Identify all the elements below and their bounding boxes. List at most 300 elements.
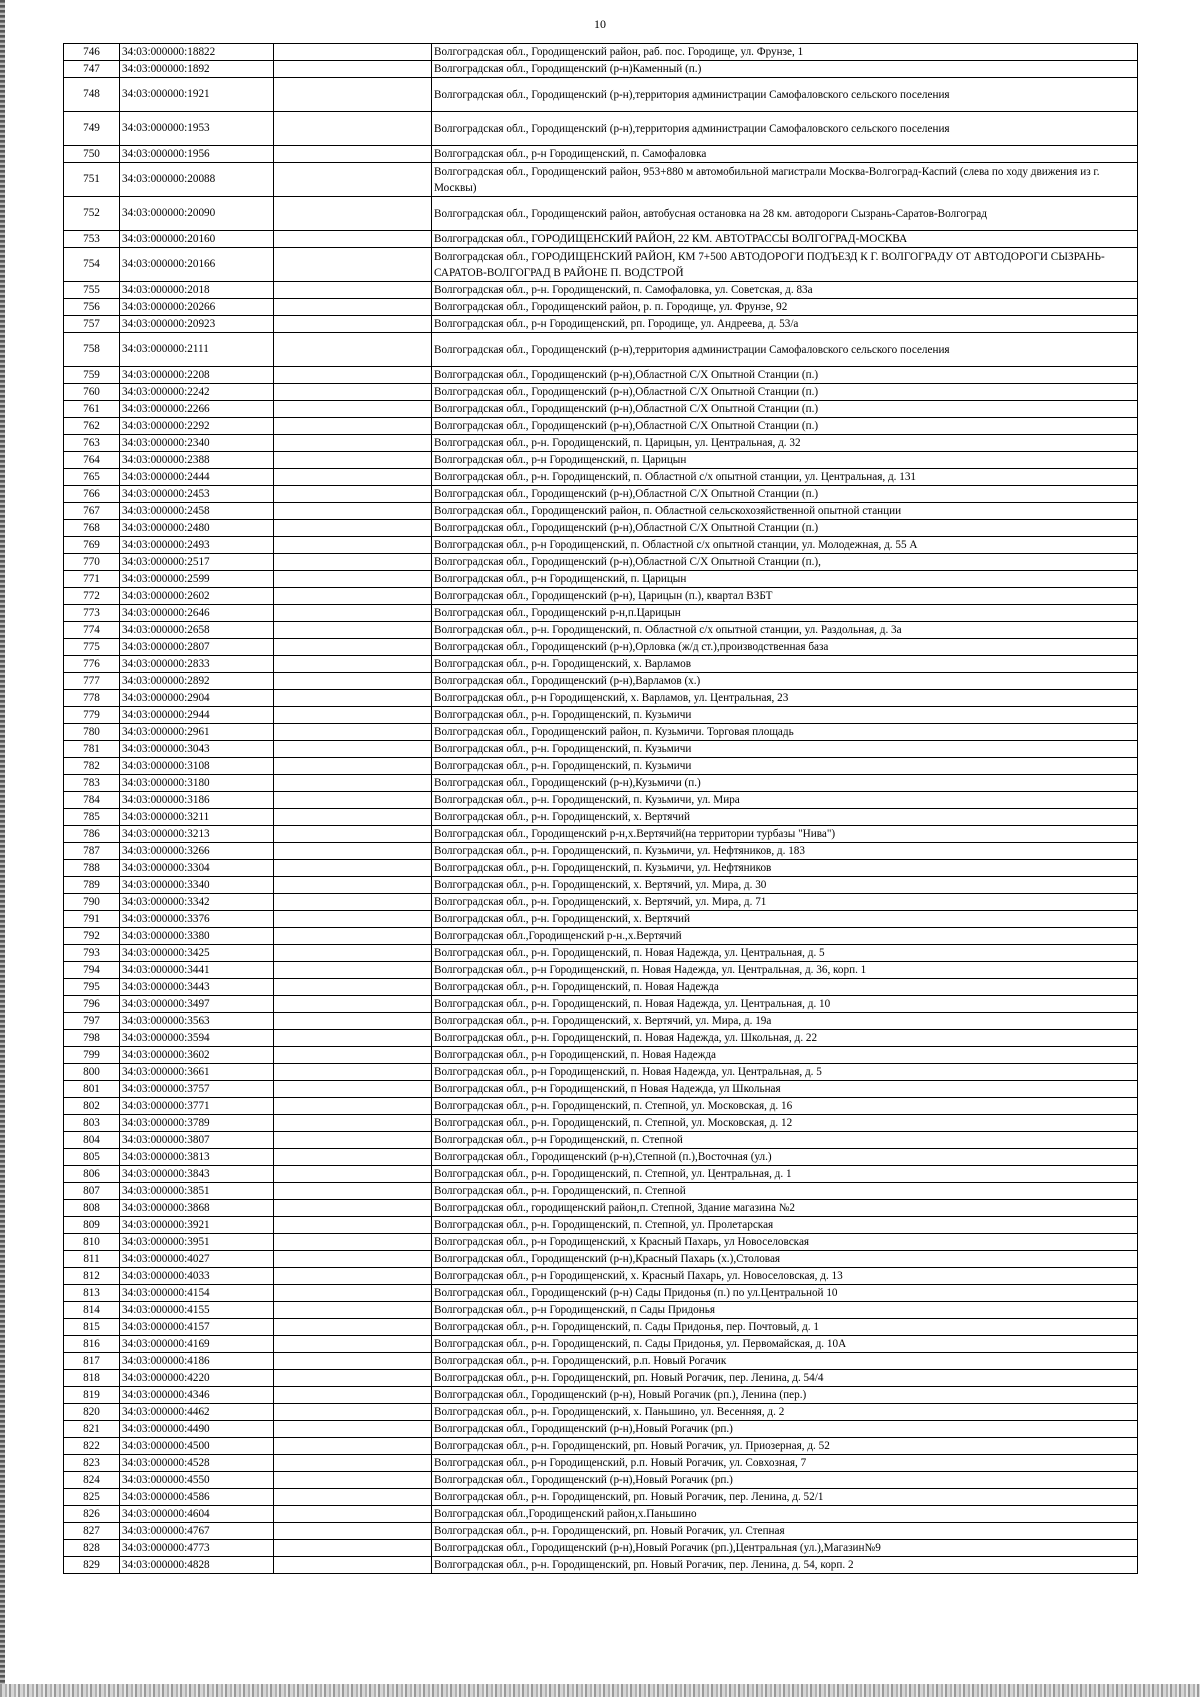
row-number-cell: 794	[64, 962, 120, 979]
table-row	[64, 537, 1138, 554]
address-cell: Волгоградская обл., р-н. Городищенский, рп. Новый Рогачик, пер. Ленина, д. 54/4	[432, 1370, 1138, 1387]
address-cell: Волгоградская обл., Городищенский (р-н),Новый Рогачик (рп.)	[432, 1421, 1138, 1438]
empty-cell	[274, 44, 432, 61]
empty-cell	[274, 197, 432, 231]
row-number-cell: 775	[64, 639, 120, 656]
cadastral-number-cell: 34:03:000000:3180	[120, 775, 274, 792]
table-row	[64, 724, 1138, 741]
row-number-cell: 773	[64, 605, 120, 622]
address-cell: Волгоградская обл., Городищенский район, раб. пос. Городище, ул. Фрунзе, 1	[432, 44, 1138, 61]
address-cell: Волгоградская обл., р-н. Городищенский, р.п. Новый Рогачик	[432, 1353, 1138, 1370]
table-row	[64, 1013, 1138, 1030]
row-number-cell: 793	[64, 945, 120, 962]
cadastral-number-cell: 34:03:000000:4828	[120, 1557, 274, 1574]
row-number-cell: 749	[64, 112, 120, 146]
address-cell: Волгоградская обл., Городищенский р-н,х.Вертячий(на территории турбазы "Нива")	[432, 826, 1138, 843]
row-number-cell: 807	[64, 1183, 120, 1200]
table-row	[64, 112, 1138, 146]
address-cell: Волгоградская обл., Городищенский (р-н),Областной С/Х Опытной Станции (п.)	[432, 486, 1138, 503]
address-cell: Волгоградская обл.,Городищенский р-н.,х.Вертячий	[432, 928, 1138, 945]
empty-cell	[274, 112, 432, 146]
table-row	[64, 1081, 1138, 1098]
scan-edge-left	[0, 0, 5, 1697]
empty-cell	[274, 1540, 432, 1557]
cadastral-number-cell: 34:03:000000:3868	[120, 1200, 274, 1217]
cadastral-number-cell: 34:03:000000:1953	[120, 112, 274, 146]
row-number-cell: 786	[64, 826, 120, 843]
empty-cell	[274, 1438, 432, 1455]
cadastral-number-cell: 34:03:000000:3497	[120, 996, 274, 1013]
address-cell: Волгоградская обл., р-н. Городищенский, х. Вертячий, ул. Мира, д. 30	[432, 877, 1138, 894]
cadastral-number-cell: 34:03:000000:2833	[120, 656, 274, 673]
table-row	[64, 282, 1138, 299]
empty-cell	[274, 384, 432, 401]
address-cell: Волгоградская обл., р-н. Городищенский, п. Кузьмичи	[432, 707, 1138, 724]
address-cell: Волгоградская обл., р-н Городищенский, п. Областной с/х опытной станции, ул. Молодежная, д. 55 А	[432, 537, 1138, 554]
cadastral-number-cell: 34:03:000000:3594	[120, 1030, 274, 1047]
empty-cell	[274, 945, 432, 962]
address-cell: Волгоградская обл., р-н. Городищенский, п. Самофаловка, ул. Советская, д. 83а	[432, 282, 1138, 299]
table-row	[64, 690, 1138, 707]
address-cell: Волгоградская обл., р-н. Городищенский, п. Степной, ул. Московская, д. 12	[432, 1115, 1138, 1132]
cadastral-number-cell: 34:03:000000:4528	[120, 1455, 274, 1472]
address-cell: Волгоградская обл., Городищенский район, 953+880 м автомобильной магистрали Москва-Волгоград-Каспий (слева по ходу движения из г. Москвы)	[432, 163, 1138, 197]
empty-cell	[274, 911, 432, 928]
cadastral-number-cell: 34:03:000000:4604	[120, 1506, 274, 1523]
empty-cell	[274, 1557, 432, 1574]
row-number-cell: 818	[64, 1370, 120, 1387]
empty-cell	[274, 1149, 432, 1166]
row-number-cell: 761	[64, 401, 120, 418]
address-cell: Волгоградская обл., р-н. Городищенский, п. Сады Придонья, ул. Первомайская, д. 10А	[432, 1336, 1138, 1353]
row-number-cell: 781	[64, 741, 120, 758]
empty-cell	[274, 367, 432, 384]
table-row	[64, 1030, 1138, 1047]
address-cell: Волгоградская обл., р-н. Городищенский, рп. Новый Рогачик, ул. Степная	[432, 1523, 1138, 1540]
empty-cell	[274, 1030, 432, 1047]
table-row	[64, 1149, 1138, 1166]
address-cell: Волгоградская обл., р-н. Городищенский, х. Варламов	[432, 656, 1138, 673]
empty-cell	[274, 469, 432, 486]
row-number-cell: 746	[64, 44, 120, 61]
cadastral-number-cell: 34:03:000000:4154	[120, 1285, 274, 1302]
cadastral-number-cell: 34:03:000000:3443	[120, 979, 274, 996]
table-row	[64, 1438, 1138, 1455]
empty-cell	[274, 639, 432, 656]
cadastral-number-cell: 34:03:000000:4220	[120, 1370, 274, 1387]
table-row	[64, 163, 1138, 197]
empty-cell	[274, 1115, 432, 1132]
table-row	[64, 1166, 1138, 1183]
row-number-cell: 765	[64, 469, 120, 486]
table-row	[64, 1047, 1138, 1064]
address-cell: Волгоградская обл., р-н Городищенский, х Красный Пахарь, ул Новоселовская	[432, 1234, 1138, 1251]
cadastral-number-cell: 34:03:000000:2292	[120, 418, 274, 435]
table-row	[64, 588, 1138, 605]
empty-cell	[274, 656, 432, 673]
empty-cell	[274, 1064, 432, 1081]
row-number-cell: 802	[64, 1098, 120, 1115]
table-row	[64, 1098, 1138, 1115]
cadastral-number-cell: 34:03:000000:20090	[120, 197, 274, 231]
scan-edge-bottom	[0, 1684, 1200, 1697]
cadastral-number-cell: 34:03:000000:1892	[120, 61, 274, 78]
empty-cell	[274, 554, 432, 571]
table-row	[64, 605, 1138, 622]
cadastral-number-cell: 34:03:000000:1956	[120, 146, 274, 163]
row-number-cell: 829	[64, 1557, 120, 1574]
address-cell: Волгоградская обл., Городищенский (р-н),Новый Рогачик (рп.),Центральная (ул.),Магазин№9	[432, 1540, 1138, 1557]
address-cell: Волгоградская обл., Городищенский (р-н),Областной С/Х Опытной Станции (п.)	[432, 520, 1138, 537]
cadastral-number-cell: 34:03:000000:4586	[120, 1489, 274, 1506]
empty-cell	[274, 452, 432, 469]
empty-cell	[274, 826, 432, 843]
registry-table-body	[64, 44, 1138, 1574]
row-number-cell: 823	[64, 1455, 120, 1472]
empty-cell	[274, 724, 432, 741]
cadastral-number-cell: 34:03:000000:2658	[120, 622, 274, 639]
row-number-cell: 760	[64, 384, 120, 401]
cadastral-number-cell: 34:03:000000:3951	[120, 1234, 274, 1251]
cadastral-number-cell: 34:03:000000:3602	[120, 1047, 274, 1064]
row-number-cell: 757	[64, 316, 120, 333]
empty-cell	[274, 775, 432, 792]
row-number-cell: 789	[64, 877, 120, 894]
table-row	[64, 673, 1138, 690]
row-number-cell: 813	[64, 1285, 120, 1302]
address-cell: Волгоградская обл., Городищенский район, р. п. Городище, ул. Фрунзе, 92	[432, 299, 1138, 316]
empty-cell	[274, 1217, 432, 1234]
row-number-cell: 750	[64, 146, 120, 163]
row-number-cell: 806	[64, 1166, 120, 1183]
table-row	[64, 146, 1138, 163]
table-row	[64, 707, 1138, 724]
row-number-cell: 787	[64, 843, 120, 860]
table-row	[64, 1506, 1138, 1523]
row-number-cell: 790	[64, 894, 120, 911]
address-cell: Волгоградская обл., р-н Городищенский, п. Новая Надежда	[432, 1047, 1138, 1064]
cadastral-number-cell: 34:03:000000:20923	[120, 316, 274, 333]
empty-cell	[274, 1472, 432, 1489]
row-number-cell: 821	[64, 1421, 120, 1438]
cadastral-number-cell: 34:03:000000:3108	[120, 758, 274, 775]
row-number-cell: 759	[64, 367, 120, 384]
cadastral-number-cell: 34:03:000000:4490	[120, 1421, 274, 1438]
table-row	[64, 435, 1138, 452]
address-cell: Волгоградская обл., Городищенский район, п. Областной сельскохозяйственной опытной станции	[432, 503, 1138, 520]
address-cell: Волгоградская обл., р-н. Городищенский, х. Вертячий	[432, 911, 1138, 928]
table-row	[64, 809, 1138, 826]
empty-cell	[274, 299, 432, 316]
table-row	[64, 1353, 1138, 1370]
table-row	[64, 1115, 1138, 1132]
table-row	[64, 1200, 1138, 1217]
row-number-cell: 780	[64, 724, 120, 741]
empty-cell	[274, 877, 432, 894]
row-number-cell: 825	[64, 1489, 120, 1506]
empty-cell	[274, 1013, 432, 1030]
address-cell: Волгоградская обл., Городищенский (р-н),Красный Пахарь (х.),Столовая	[432, 1251, 1138, 1268]
address-cell: Волгоградская обл., р-н. Городищенский, п. Областной с/х опытной станции, ул. Центральная, д. 131	[432, 469, 1138, 486]
row-number-cell: 809	[64, 1217, 120, 1234]
table-row	[64, 928, 1138, 945]
cadastral-number-cell: 34:03:000000:3304	[120, 860, 274, 877]
address-cell: Волгоградская обл., р-н. Городищенский, х. Вертячий	[432, 809, 1138, 826]
empty-cell	[274, 1047, 432, 1064]
row-number-cell: 755	[64, 282, 120, 299]
address-cell: Волгоградская обл., р-н Городищенский, х. Красный Пахарь, ул. Новоселовская, д. 13	[432, 1268, 1138, 1285]
table-row	[64, 656, 1138, 673]
empty-cell	[274, 979, 432, 996]
address-cell: Волгоградская обл., р-н. Городищенский, п. Степной, ул. Пролетарская	[432, 1217, 1138, 1234]
table-row	[64, 877, 1138, 894]
address-cell: Волгоградская обл., р-н. Городищенский, х. Вертячий, ул. Мира, д. 71	[432, 894, 1138, 911]
empty-cell	[274, 996, 432, 1013]
address-cell: Волгоградская обл., р-н Городищенский, п. Новая Надежда, ул. Центральная, д. 36, корп. 1	[432, 962, 1138, 979]
cadastral-number-cell: 34:03:000000:3380	[120, 928, 274, 945]
cadastral-number-cell: 34:03:000000:3789	[120, 1115, 274, 1132]
table-row	[64, 520, 1138, 537]
row-number-cell: 828	[64, 1540, 120, 1557]
table-row	[64, 1336, 1138, 1353]
cadastral-number-cell: 34:03:000000:4186	[120, 1353, 274, 1370]
table-row	[64, 1302, 1138, 1319]
row-number-cell: 776	[64, 656, 120, 673]
empty-cell	[274, 1404, 432, 1421]
cadastral-number-cell: 34:03:000000:2807	[120, 639, 274, 656]
table-row	[64, 843, 1138, 860]
cadastral-number-cell: 34:03:000000:3376	[120, 911, 274, 928]
cadastral-number-cell: 34:03:000000:4157	[120, 1319, 274, 1336]
empty-cell	[274, 1200, 432, 1217]
empty-cell	[274, 1523, 432, 1540]
cadastral-number-cell: 34:03:000000:3266	[120, 843, 274, 860]
row-number-cell: 762	[64, 418, 120, 435]
table-row	[64, 44, 1138, 61]
table-row	[64, 945, 1138, 962]
address-cell: Волгоградская обл., р-н. Городищенский, х. Вертячий, ул. Мира, д. 19а	[432, 1013, 1138, 1030]
table-row	[64, 571, 1138, 588]
cadastral-number-cell: 34:03:000000:4155	[120, 1302, 274, 1319]
table-row	[64, 639, 1138, 656]
row-number-cell: 752	[64, 197, 120, 231]
table-row	[64, 1540, 1138, 1557]
address-cell: Волгоградская обл.,Городищенский район,х.Паньшино	[432, 1506, 1138, 1523]
cadastral-number-cell: 34:03:000000:2602	[120, 588, 274, 605]
address-cell: Волгоградская обл., Городищенский (р-н),Степной (п.),Восточная (ул.)	[432, 1149, 1138, 1166]
cadastral-number-cell: 34:03:000000:3851	[120, 1183, 274, 1200]
table-row	[64, 979, 1138, 996]
empty-cell	[274, 758, 432, 775]
table-row	[64, 78, 1138, 112]
table-row	[64, 775, 1138, 792]
address-cell: Волгоградская обл., р-н Городищенский, п Новая Надежда, ул Школьная	[432, 1081, 1138, 1098]
address-cell: Волгоградская обл., р-н. Городищенский, рп. Новый Рогачик, пер. Ленина, д. 52/1	[432, 1489, 1138, 1506]
cadastral-number-cell: 34:03:000000:3771	[120, 1098, 274, 1115]
cadastral-number-cell: 34:03:000000:4033	[120, 1268, 274, 1285]
empty-cell	[274, 1319, 432, 1336]
table-row	[64, 826, 1138, 843]
address-cell: Волгоградская обл., р-н Городищенский, п. Царицын	[432, 571, 1138, 588]
empty-cell	[274, 248, 432, 282]
cadastral-number-cell: 34:03:000000:2904	[120, 690, 274, 707]
table-row	[64, 741, 1138, 758]
empty-cell	[274, 1234, 432, 1251]
cadastral-number-cell: 34:03:000000:2242	[120, 384, 274, 401]
table-row	[64, 1489, 1138, 1506]
row-number-cell: 811	[64, 1251, 120, 1268]
empty-cell	[274, 1183, 432, 1200]
row-number-cell: 774	[64, 622, 120, 639]
cadastral-number-cell: 34:03:000000:4346	[120, 1387, 274, 1404]
empty-cell	[274, 843, 432, 860]
table-row	[64, 1285, 1138, 1302]
cadastral-number-cell: 34:03:000000:3340	[120, 877, 274, 894]
row-number-cell: 785	[64, 809, 120, 826]
cadastral-number-cell: 34:03:000000:2517	[120, 554, 274, 571]
address-cell: Волгоградская обл., Городищенский (р-н),Варламов (х.)	[432, 673, 1138, 690]
empty-cell	[274, 520, 432, 537]
row-number-cell: 758	[64, 333, 120, 367]
row-number-cell: 747	[64, 61, 120, 78]
cadastral-number-cell: 34:03:000000:4550	[120, 1472, 274, 1489]
address-cell: Волгоградская обл., Городищенский (р-н),Областной С/Х Опытной Станции (п.),	[432, 554, 1138, 571]
table-row	[64, 1387, 1138, 1404]
empty-cell	[274, 1081, 432, 1098]
empty-cell	[274, 741, 432, 758]
table-row	[64, 962, 1138, 979]
table-row	[64, 758, 1138, 775]
cadastral-number-cell: 34:03:000000:20088	[120, 163, 274, 197]
table-row	[64, 486, 1138, 503]
table-row	[64, 333, 1138, 367]
cadastral-number-cell: 34:03:000000:2266	[120, 401, 274, 418]
address-cell: Волгоградская обл., Городищенский район, автобусная остановка на 28 км. автодороги Сызрань-Саратов-Волгоград	[432, 197, 1138, 231]
row-number-cell: 770	[64, 554, 120, 571]
address-cell: Волгоградская обл., р-н Городищенский, п. Степной	[432, 1132, 1138, 1149]
row-number-cell: 824	[64, 1472, 120, 1489]
table-row	[64, 452, 1138, 469]
row-number-cell: 803	[64, 1115, 120, 1132]
empty-cell	[274, 894, 432, 911]
address-cell: Волгоградская обл., р-н Городищенский, п Сады Придонья	[432, 1302, 1138, 1319]
row-number-cell: 822	[64, 1438, 120, 1455]
empty-cell	[274, 1506, 432, 1523]
cadastral-number-cell: 34:03:000000:4169	[120, 1336, 274, 1353]
empty-cell	[274, 928, 432, 945]
empty-cell	[274, 792, 432, 809]
row-number-cell: 778	[64, 690, 120, 707]
row-number-cell: 784	[64, 792, 120, 809]
cadastral-number-cell: 34:03:000000:3563	[120, 1013, 274, 1030]
table-row	[64, 894, 1138, 911]
empty-cell	[274, 1489, 432, 1506]
row-number-cell: 819	[64, 1387, 120, 1404]
empty-cell	[274, 231, 432, 248]
address-cell: Волгоградская обл., Городищенский (р-н),Областной С/Х Опытной Станции (п.)	[432, 367, 1138, 384]
row-number-cell: 772	[64, 588, 120, 605]
address-cell: Волгоградская обл., р-н. Городищенский, п. Кузьмичи, ул. Мира	[432, 792, 1138, 809]
table-row	[64, 1404, 1138, 1421]
empty-cell	[274, 1302, 432, 1319]
cadastral-number-cell: 34:03:000000:2018	[120, 282, 274, 299]
table-row	[64, 1472, 1138, 1489]
cadastral-number-cell: 34:03:000000:2961	[120, 724, 274, 741]
empty-cell	[274, 690, 432, 707]
cadastral-number-cell: 34:03:000000:20160	[120, 231, 274, 248]
table-row	[64, 61, 1138, 78]
address-cell: Волгоградская обл., р-н Городищенский, п. Новая Надежда, ул. Центральная, д. 5	[432, 1064, 1138, 1081]
cadastral-number-cell: 34:03:000000:2493	[120, 537, 274, 554]
table-row	[64, 231, 1138, 248]
address-cell: Волгоградская обл., Городищенский (р-н)Каменный (п.)	[432, 61, 1138, 78]
address-cell: Волгоградская обл., ГОРОДИЩЕНСКИЙ РАЙОН, 22 КМ. АВТОТРАССЫ ВОЛГОГРАД-МОСКВА	[432, 231, 1138, 248]
row-number-cell: 791	[64, 911, 120, 928]
address-cell: Волгоградская обл., Городищенский (р-н),Орловка (ж/д ст.),производственная база	[432, 639, 1138, 656]
empty-cell	[274, 1455, 432, 1472]
table-row	[64, 996, 1138, 1013]
empty-cell	[274, 418, 432, 435]
row-number-cell: 800	[64, 1064, 120, 1081]
cadastral-number-cell: 34:03:000000:3211	[120, 809, 274, 826]
address-cell: Волгоградская обл., Городищенский (р-н),Областной С/Х Опытной Станции (п.)	[432, 401, 1138, 418]
address-cell: Волгоградская обл., р-н. Городищенский, п. Царицын, ул. Центральная, д. 32	[432, 435, 1138, 452]
empty-cell	[274, 809, 432, 826]
table-row	[64, 1268, 1138, 1285]
cadastral-number-cell: 34:03:000000:3425	[120, 945, 274, 962]
empty-cell	[274, 1166, 432, 1183]
row-number-cell: 779	[64, 707, 120, 724]
row-number-cell: 804	[64, 1132, 120, 1149]
cadastral-number-cell: 34:03:000000:2340	[120, 435, 274, 452]
table-row	[64, 197, 1138, 231]
address-cell: Волгоградская обл., р-н Городищенский, рп. Городище, ул. Андреева, д. 53/а	[432, 316, 1138, 333]
address-cell: Волгоградская обл., Городищенский (р-н),Областной С/Х Опытной Станции (п.)	[432, 418, 1138, 435]
cadastral-number-cell: 34:03:000000:20266	[120, 299, 274, 316]
empty-cell	[274, 1336, 432, 1353]
empty-cell	[274, 486, 432, 503]
empty-cell	[274, 1268, 432, 1285]
address-cell: Волгоградская обл., р-н. Городищенский, п. Кузьмичи	[432, 741, 1138, 758]
table-row	[64, 1132, 1138, 1149]
row-number-cell: 801	[64, 1081, 120, 1098]
cadastral-number-cell: 34:03:000000:3661	[120, 1064, 274, 1081]
cadastral-number-cell: 34:03:000000:1921	[120, 78, 274, 112]
address-cell: Волгоградская обл., Городищенский (р-н),Областной С/Х Опытной Станции (п.)	[432, 384, 1138, 401]
empty-cell	[274, 1353, 432, 1370]
empty-cell	[274, 78, 432, 112]
cadastral-number-cell: 34:03:000000:4773	[120, 1540, 274, 1557]
row-number-cell: 826	[64, 1506, 120, 1523]
address-cell: Волгоградская обл., р-н. Городищенский, п. Новая Надежда, ул. Школьная, д. 22	[432, 1030, 1138, 1047]
row-number-cell: 817	[64, 1353, 120, 1370]
row-number-cell: 808	[64, 1200, 120, 1217]
table-row	[64, 384, 1138, 401]
address-cell: Волгоградская обл., р-н. Городищенский, х. Паньшино, ул. Весенняя, д. 2	[432, 1404, 1138, 1421]
table-row	[64, 911, 1138, 928]
empty-cell	[274, 707, 432, 724]
cadastral-number-cell: 34:03:000000:3921	[120, 1217, 274, 1234]
table-row	[64, 792, 1138, 809]
address-cell: Волгоградская обл., Городищенский (р-н),территория администрации Самофаловского сельского поселения	[432, 112, 1138, 146]
row-number-cell: 795	[64, 979, 120, 996]
address-cell: Волгоградская обл., Городищенский (р-н), Новый Рогачик (рп.), Ленина (пер.)	[432, 1387, 1138, 1404]
empty-cell	[274, 503, 432, 520]
row-number-cell: 751	[64, 163, 120, 197]
cadastral-number-cell: 34:03:000000:18822	[120, 44, 274, 61]
address-cell: Волгоградская обл., Городищенский (р-н),территория администрации Самофаловского сельского поселения	[432, 78, 1138, 112]
row-number-cell: 777	[64, 673, 120, 690]
